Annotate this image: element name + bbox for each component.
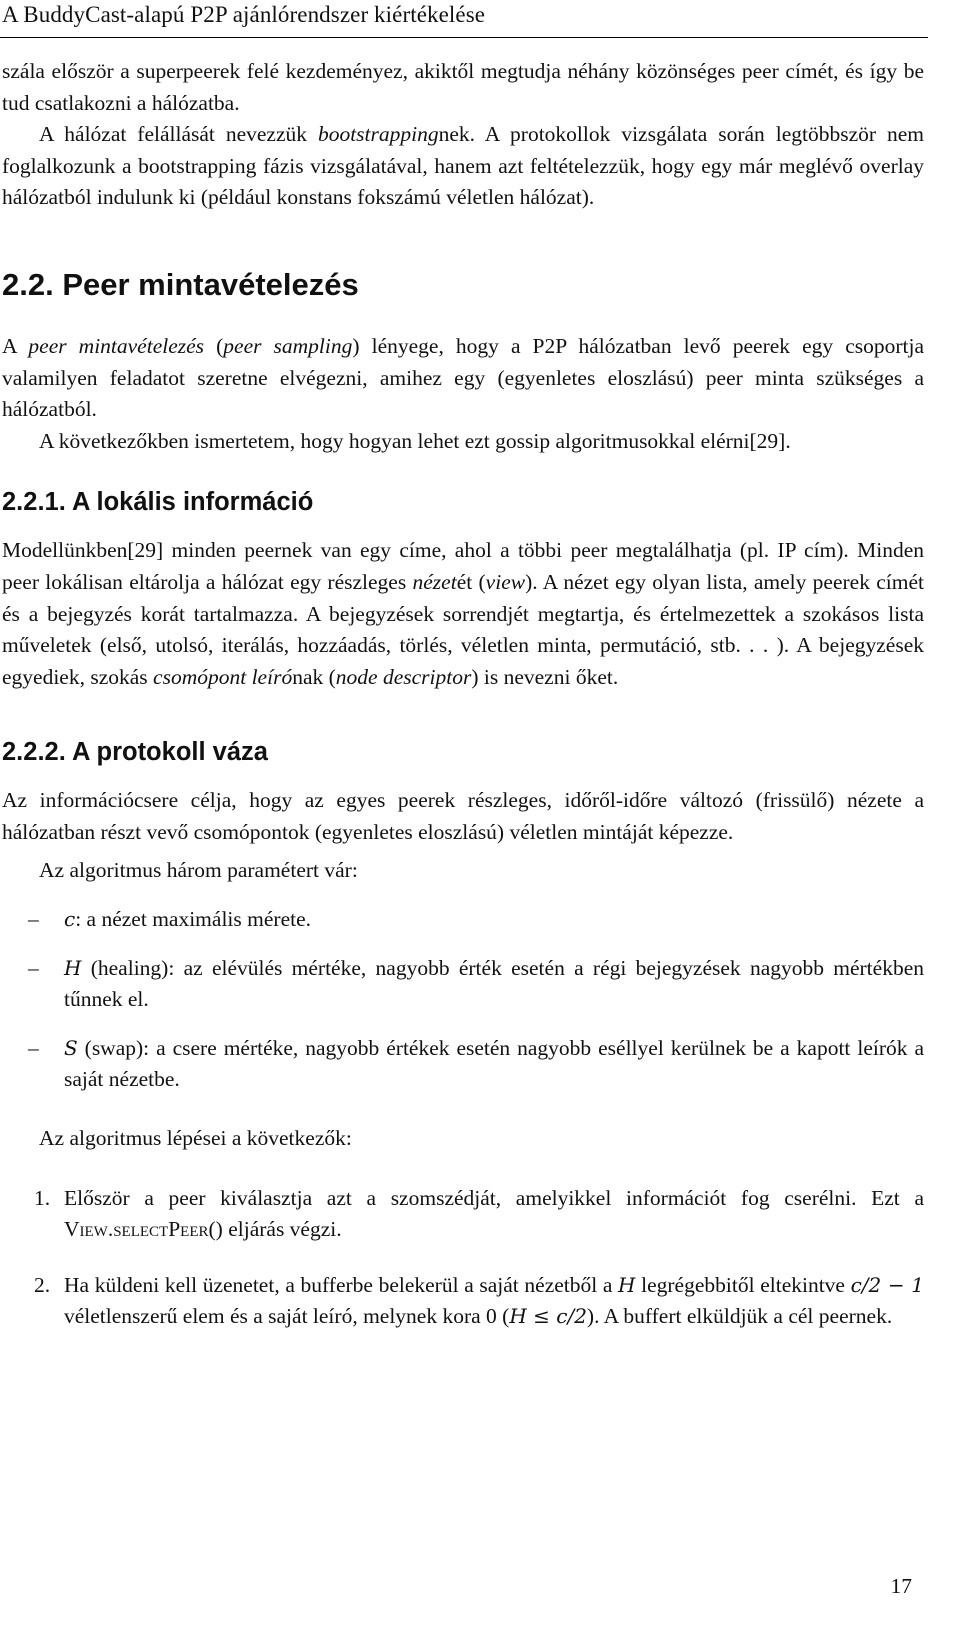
peer-sampling-paragraph: A peer mintavételezés (peer sampling) lényege, hogy a P2P hálózatban levő peerek egy csoportja valamilyen feladatot szeretne elvégezni, amihez egy (egyenletes eloszlású) peer minta szükséges a hálózatból. [2, 333, 925, 422]
dash-marker: – [28, 955, 39, 980]
list-item: – H (healing): az elévülés mértéke, nagyobb érték esetén a régi bejegyzések nagyobb mértékben tűnnek el. [2, 953, 924, 1016]
running-header: A BuddyCast-alapú P2P ajánlórendszer kiértékelése [2, 2, 486, 27]
list-item: – S (swap): a csere mértéke, nagyobb értékek esetén nagyobb eséllyel kerülnek be a kapott leírók a saját nézetbe. [2, 1033, 924, 1096]
header-rule [0, 37, 928, 38]
dash-marker: – [28, 1035, 39, 1060]
dash-marker: – [28, 907, 39, 932]
list-item: – c: a nézet maximális mérete. [2, 904, 924, 936]
steps-intro: Az algoritmus lépései a következők: [39, 1126, 352, 1151]
algorithm-steps-list [2, 1183, 924, 1333]
page-number: 17 [890, 1574, 912, 1598]
intro-paragraph-1: szála először a superpeerek felé kezdeményez, akiktől megtudja néhány közönséges peer címét, és így be tud csatlakozni a hálózatba. [2, 59, 924, 115]
protocol-goal-paragraph: Az információcsere célja, hogy az egyes peerek részleges, időről-időre változó (frissülő) nézete a hálózatban részt vevő csomópontok (egyenletes eloszlású) véletlen mintáját képezze. [2, 788, 924, 844]
section-heading-2-2: 2.2. Peer mintavételezés [2, 266, 359, 302]
intro-paragraph-2: A hálózat felállását nevezzük bootstrappingnek. A protokollok vizsgálata során legtöbbször nem foglalkozunk a bootstrapping fázis vizsgálatával, hanem azt feltételezzük, hogy egy már meglévő overlay hálózatból indulunk ki (például konstans fokszámú véletlen hálózat). [2, 122, 924, 210]
parameter-list [2, 904, 924, 1096]
page-content [2, 56, 924, 1357]
section-heading-2-2-2: 2.2.2. A protokoll váza [2, 738, 268, 767]
code-function-name: View.selectPeer [64, 1217, 209, 1242]
section-heading-2-2-1: 2.2.1. A lokális információ [2, 488, 314, 517]
params-intro: Az algoritmus három paramétert vár: [39, 857, 358, 882]
list-item: 1. Először a peer kiválasztja azt a szomszédját, amelyikkel információt fog cserélni. Ezt a View.selectPeer() eljárás végzi. [34, 1185, 924, 1242]
list-item: 2. Ha küldeni kell üzenetet, a bufferbe belekerül a saját nézetből a H legrégebbitől eltekintve c/2 − 1 véletlenszerű elem és a saját leíró, melynek kora 0 (H ≤ c/2). A buffert elküldjük a cél peernek. [34, 1272, 924, 1329]
local-info-paragraph: Modellünkben[29] minden peernek van egy címe, ahol a többi peer megtalálhatja (pl. IP cím). Minden peer lokálisan eltárolja a hálózat egy részleges nézetét (view). A nézet egy olyan lista, amely peerek címét és a bejegyzés korát tartalmazza. A bejegyzések sorrendjét megtartja, és értelmezettek a szokásos lista műveletek (első, utolsó, iterálás, hozzáadás, törlés, véletlen minta, permutáció, stb. . . ). A bejegyzések egyediek, szokás csomópont leírónak (node descriptor) is nevezni őket. [2, 538, 924, 689]
gossip-paragraph: A következőkben ismertetem, hogy hogyan lehet ezt gossip algoritmusokkal elérni[29]. [39, 428, 791, 453]
term-bootstrapping: bootstrapping [317, 122, 439, 147]
